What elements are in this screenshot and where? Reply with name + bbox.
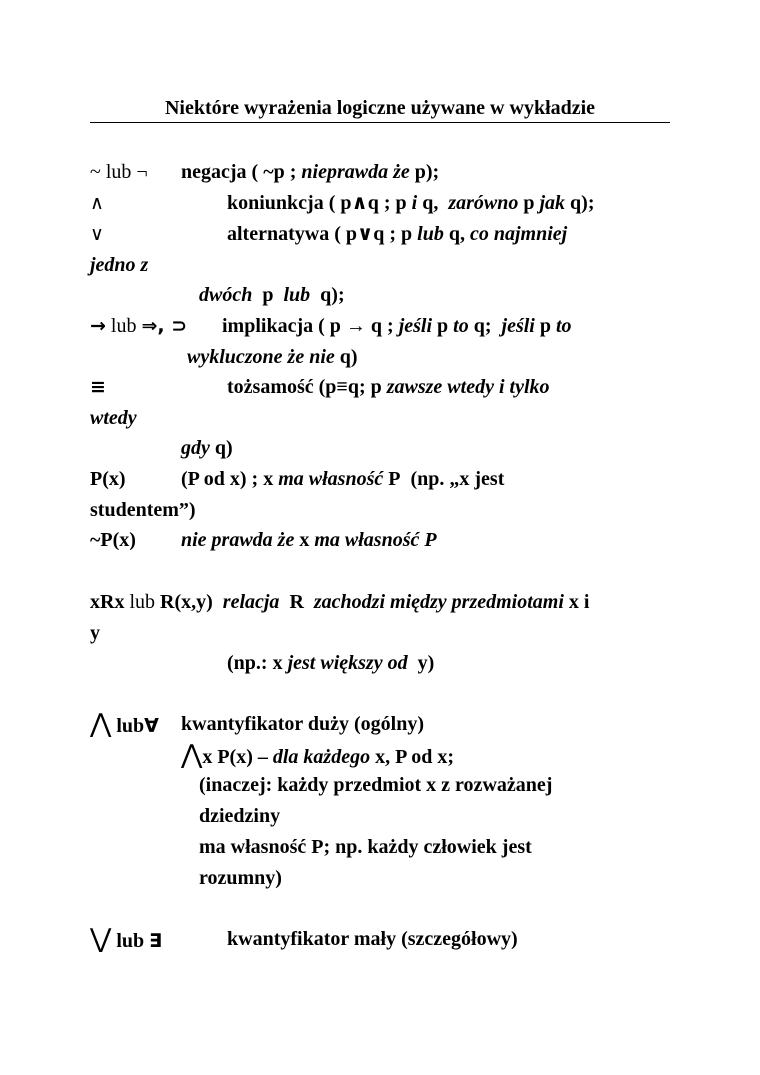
negation-definition: negacja ( ~p ; nieprawda że p); <box>181 161 440 183</box>
conjunction-symbol: ∧ <box>90 192 104 214</box>
disjunction-symbol: ∨ <box>90 223 104 245</box>
relation-definition: xRx lub R(x,y) relacja R zachodzi między przedmiotami x i <box>90 591 590 613</box>
title-underline <box>90 122 670 123</box>
negation-symbol: ~ lub ¬ <box>90 161 148 183</box>
existential-quantifier-symbol: ⋁ lub ∃ <box>90 924 163 953</box>
universal-quantifier-line6: rozumny) <box>199 867 282 889</box>
predicate-symbol: P(x) <box>90 468 126 490</box>
implication-definition: implikacja ( p → q ; jeśli p to q; jeśli p to <box>222 315 572 337</box>
negated-predicate-definition: nie prawda że x ma własność P <box>181 529 437 551</box>
universal-quantifier-formula: ⋀x P(x) – dla każdego x, P od x; <box>181 740 454 769</box>
implication-line2: wykluczone że nie q) <box>187 346 358 368</box>
universal-quantifier-line5: ma własność P; np. każdy człowiek jest <box>199 836 532 858</box>
negated-predicate-symbol: ~P(x) <box>90 529 136 551</box>
predicate-definition: (P od x) ; x ma własność P (np. „x jest <box>181 468 505 490</box>
disjunction-line3: dwóch p lub q); <box>199 284 345 306</box>
implication-symbol: → lub ⇒, ⊃ <box>90 315 188 337</box>
right-arrow-icon: → <box>90 315 106 337</box>
equivalence-definition: tożsamość (p≡q; p zawsze wtedy i tylko <box>227 376 550 398</box>
forall-icon: ∀ <box>144 715 159 737</box>
universal-quantifier-symbol: ⋀ lub∀ <box>90 709 159 738</box>
relation-line2: y <box>90 622 100 644</box>
big-wedge-icon: ⋀ <box>181 740 203 769</box>
disjunction-definition: alternatywa ( p∨q ; p lub q, co najmniej <box>227 223 568 245</box>
disjunction-line2: jedno z <box>90 254 149 276</box>
big-vee-icon: ⋁ <box>90 924 112 953</box>
page-title: Niektóre wyrażenia logiczne używane w wykładzie <box>164 97 596 119</box>
equivalence-line2: wtedy <box>90 407 137 429</box>
exists-icon: ∃ <box>149 930 163 952</box>
equivalence-line3: gdy q) <box>181 437 233 459</box>
predicate-line2: studentem”) <box>90 499 196 521</box>
conjunction-definition: koniunkcja ( p∧q ; p i q, zarówno p jak q); <box>227 192 595 214</box>
relation-example: (np.: x jest większy od y) <box>227 652 435 674</box>
universal-quantifier-name: kwantyfikator duży (ogólny) <box>181 713 424 735</box>
existential-quantifier-name: kwantyfikator mały (szczegółowy) <box>227 928 518 950</box>
universal-quantifier-line4: dziedziny <box>199 805 281 827</box>
big-wedge-icon: ⋀ <box>90 709 112 738</box>
equivalence-symbol: ≡ <box>90 376 106 398</box>
universal-quantifier-line3: (inaczej: każdy przedmiot x z rozważanej <box>199 774 553 796</box>
